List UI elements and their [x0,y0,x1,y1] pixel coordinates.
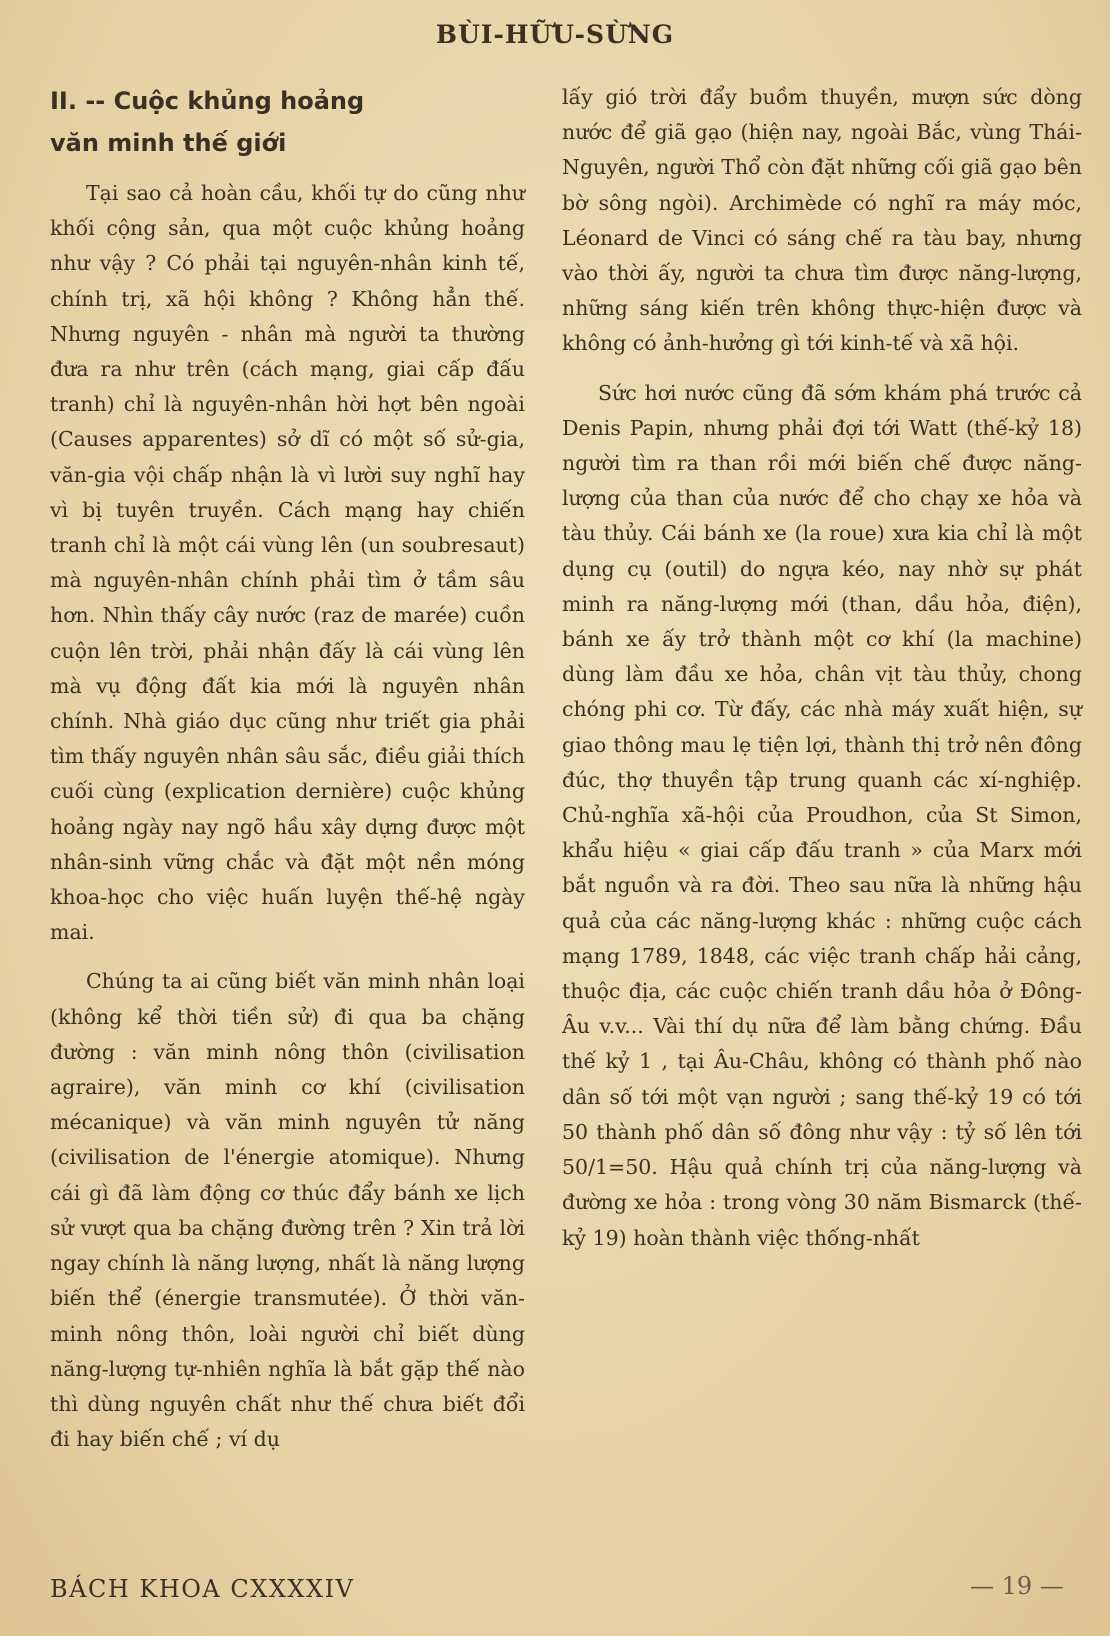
paragraph: Chúng ta ai cũng biết văn minh nhân loại (không kể thời tiền sử) đi qua ba chặng đường : văn minh nông thôn (civilisation agraire), văn minh cơ khí (civilisation mécanique) và văn minh nguyên tử năng (civilisation de l'énergie atomique). Nhưng cái gì đã làm động cơ thúc đẩy bánh xe lịch sử vượt qua ba chặng đường trên ? Xin trả lời ngay chính là năng lượng, nhất là năng lượng biến thể (énergie transmutée). Ở thời văn-minh nông thôn, loài người chỉ biết dùng năng-lượng tự-nhiên nghĩa là bắt gặp thế nào thì dùng nguyên chất như thế chưa biết đổi đi hay biến chế ; ví dụ [50,969,525,1452]
page-number: — 19 — [970,1572,1064,1600]
publication-footer: BÁCH KHOA CXXXXIV [50,1575,355,1603]
paragraph: lấy gió trời đẩy buồm thuyền, mượn sức dòng nước để giã gạo (hiện nay, ngoài Bắc, vùng Thái-Nguyên, người Thổ còn đặt những cối giã gạo bên bờ sông ngòi). Archimède có nghĩ ra máy móc, Léonard de Vinci có sáng chế ra tàu bay, nhưng vào thời ấy, người ta chưa tìm được năng-lượng, những sáng kiến trên không thực-hiện được và không có ảnh-hưởng gì tới kinh-tế và xã hội. [562,85,1082,356]
paragraph: Sức hơi nước cũng đã sớm khám phá trước cả Denis Papin, nhưng phải đợi tới Watt (thế-kỷ 18) người tìm ra than rồi mới biến chế được năng-lượng của than của nước để cho chạy xe hỏa và tàu thủy. Cái bánh xe (la roue) xưa kia chỉ là một dụng cụ (outil) do ngựa kéo, nay nhờ sự phát minh ra năng-lượng mới (than, dầu hỏa, điện), bánh xe ấy trở thành một cơ khí (la machine) dùng làm đầu xe hỏa, chân vịt tàu thủy, chong chóng phi cơ. Từ đấy, các nhà máy xuất hiện, sự giao thông mau lẹ tiện lợi, thành thị trở nên đông đúc, thợ thuyền tập trung quanh các xí-nghiệp. Chủ-nghĩa xã-hội của Proudhon, của St Simon, khẩu hiệu « giai cấp đấu tranh » của Marx mới bắt nguồn và ra đời. Theo sau nữa là những hậu quả của các năng-lượng khác : những cuộc cách mạng 1789, 1848, các việc tranh chấp hải cảng, thuộc địa, các cuộc chiến tranh dầu hỏa ở Đông-Âu v.v... Vài thí dụ nữa để làm bằng chứng. Đầu thế kỷ 1 , tại Âu-Châu, không có thành phố nào dân số tới một vạn người ; sang thế-kỷ 19 có tới 50 thành phố dân số đông như vậy : tỷ số lên tới 50/1=50. Hậu quả chính trị của năng-lượng và đường xe hỏa : trong vòng 30 năm Bismarck (thế-kỷ 19) hoàn thành việc thống-nhất [562,380,1082,1250]
section-heading-line-2: văn minh thế giới [50,129,287,157]
running-head: BÙI-HỮU-SỪNG [435,20,675,49]
paragraph: Tại sao cả hoàn cầu, khối tự do cũng như khối cộng sản, qua một cuộc khủng hoảng như vậy ? Có phải tại nguyên-nhân kinh tế, chính trị, xã hội không ? Không hẳn thế. Nhưng nguyên - nhân mà người ta thường đưa ra như trên (cách mạng, giai cấp đấu tranh) chỉ là nguyên-nhân hời hợt bên ngoài (Causes apparentes) sở dĩ có một số sử-gia, văn-gia vội chấp nhận là vì lười suy nghĩ hay vì bị tuyên truyền. Cách mạng hay chiến tranh chỉ là một cái vùng lên (un soubresaut) mà nguyên-nhân chính phải tìm ở tầm sâu hơn. Nhìn thấy cây nước (raz de marée) cuồn cuộn lên trời, phải nhận đấy là cái vùng lên mà vụ động đất kia mới là nguyên nhân chính. Nhà giáo dục cũng như triết gia phải tìm thấy nguyên nhân sâu sắc, điều giải thích cuối cùng (explication dernière) cuộc khủng hoảng ngày nay ngõ hầu xây dựng được một nhân-sinh vững chắc và đặt một nền móng khoa-học cho việc huấn luyện thế-hệ ngày mai. [50,181,525,945]
left-column [50,80,525,1471]
right-column [562,80,1082,1270]
section-heading-line-1: II. -- Cuộc khủng hoảng [50,87,365,115]
section-heading [50,80,525,164]
